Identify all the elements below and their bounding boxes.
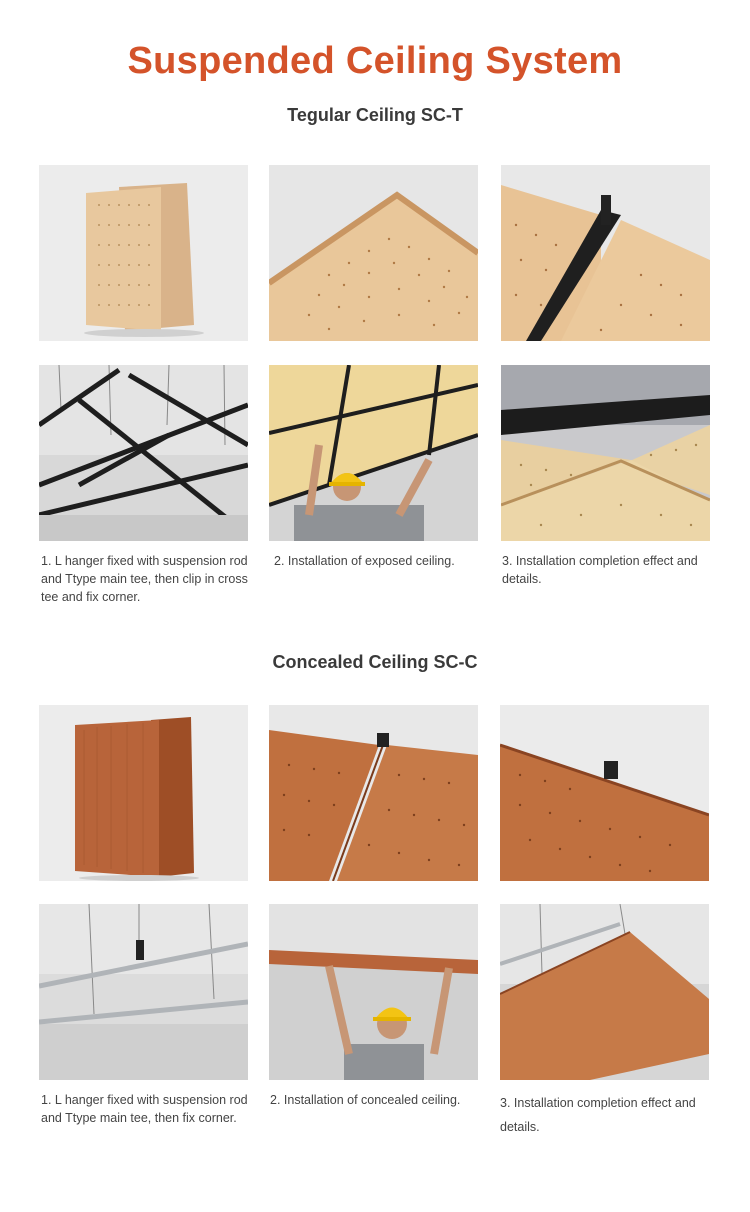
concealed-step-3-caption: 3. Installation completion effect and details. <box>500 1096 696 1134</box>
tegular-completion-detail-image <box>501 365 710 541</box>
tegular-main-tee-detail-image <box>501 165 710 341</box>
tegular-step-2-caption: 2. Installation of exposed ceiling. <box>274 554 455 568</box>
tegular-grid-frame-image <box>39 365 248 541</box>
tegular-ceiling-corner-image <box>269 165 478 341</box>
section-heading-tegular: Tegular Ceiling SC-T <box>287 105 463 125</box>
concealed-ceiling-installation-image <box>269 904 478 1080</box>
tegular-step-3-caption: 3. Installation completion effect and details. <box>502 554 698 586</box>
concealed-completion-detail-image <box>500 904 709 1080</box>
exposed-ceiling-installation-image <box>269 365 478 541</box>
tegular-panel-sample-image <box>39 165 248 341</box>
concealed-step-1-caption: 1. L hanger fixed with suspension rod and Ttype main tee, then fix corner. <box>41 1093 248 1125</box>
section-heading-concealed: Concealed Ceiling SC-C <box>272 652 478 672</box>
concealed-main-tee-detail-image <box>500 705 709 881</box>
concealed-ceiling-joint-image <box>269 705 478 881</box>
tegular-step-1-caption: 1. L hanger fixed with suspension rod and Ttype main tee, then clip in cross tee and fix corner. <box>41 554 248 604</box>
page-title: Suspended Ceiling System <box>127 40 623 82</box>
concealed-step-2-caption: 2. Installation of concealed ceiling. <box>270 1093 461 1107</box>
concealed-panel-sample-image <box>39 705 248 881</box>
concealed-main-tee-frame-image <box>39 904 248 1080</box>
